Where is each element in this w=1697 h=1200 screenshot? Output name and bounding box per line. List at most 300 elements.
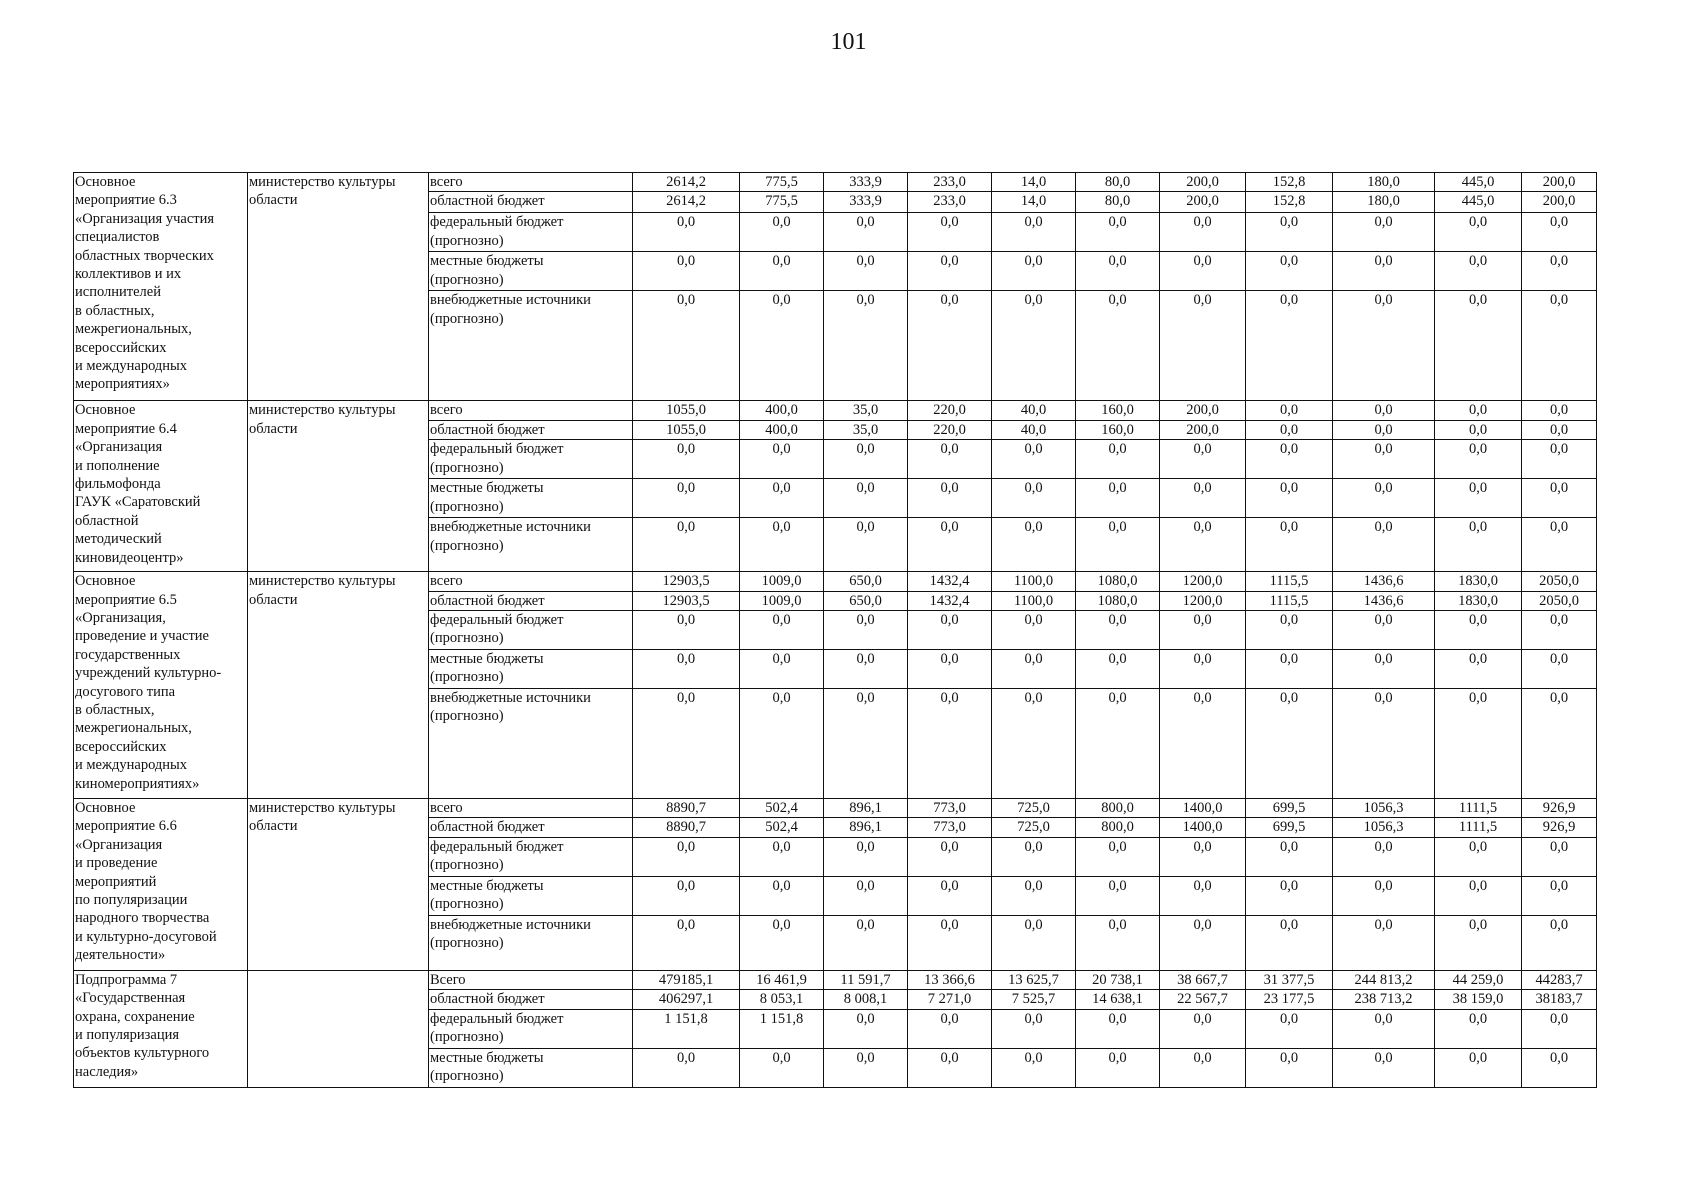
value-cell: 0,0 <box>740 837 824 876</box>
value-cell: 0,0 <box>1076 650 1160 689</box>
value-cell: 0,0 <box>1522 650 1597 689</box>
executor-cell <box>248 970 429 1087</box>
measure-name-line: фильмофонда <box>75 476 161 493</box>
value-cell: 0,0 <box>740 479 824 518</box>
funding-source-line: федеральный бюджет <box>430 612 564 629</box>
value-cell: 725,0 <box>992 818 1076 837</box>
value-cell: 0,0 <box>824 440 908 479</box>
measure-name-line: и популяризация <box>75 1027 180 1044</box>
value-cell: 1830,0 <box>1435 572 1522 591</box>
value-cell: 0,0 <box>824 837 908 876</box>
value-cell: 180,0 <box>1333 192 1435 213</box>
measure-name-line: Основное <box>75 573 136 590</box>
value-cell: 0,0 <box>740 518 824 572</box>
value-cell: 0,0 <box>740 291 824 401</box>
value-cell: 23 177,5 <box>1246 990 1333 1009</box>
value-cell: 38 667,7 <box>1160 970 1246 989</box>
value-cell: 0,0 <box>1076 291 1160 401</box>
value-cell: 13 366,6 <box>908 970 992 989</box>
measure-name-line: киномероприятиях» <box>75 775 200 792</box>
value-cell: 40,0 <box>992 401 1076 420</box>
value-cell: 0,0 <box>1333 479 1435 518</box>
value-cell: 0,0 <box>908 1009 992 1048</box>
value-cell: 0,0 <box>1246 213 1333 252</box>
value-cell: 1055,0 <box>633 420 740 439</box>
value-cell: 0,0 <box>824 1009 908 1048</box>
measure-name-line: Подпрограмма 7 <box>75 971 178 988</box>
measure-name-cell <box>74 572 248 799</box>
value-cell: 0,0 <box>1435 518 1522 572</box>
value-cell: 0,0 <box>1246 837 1333 876</box>
value-cell: 0,0 <box>824 915 908 970</box>
value-cell: 0,0 <box>633 689 740 799</box>
funding-source-cell <box>429 572 633 591</box>
value-cell: 650,0 <box>824 591 908 610</box>
page-number: 101 <box>830 29 867 55</box>
value-cell: 20 738,1 <box>1076 970 1160 989</box>
funding-source-cell <box>429 591 633 610</box>
value-cell: 244 813,2 <box>1333 970 1435 989</box>
value-cell: 1056,3 <box>1333 818 1435 837</box>
value-cell: 699,5 <box>1246 799 1333 818</box>
value-cell: 12903,5 <box>633 591 740 610</box>
executor-line: министерство культуры <box>249 402 396 419</box>
funding-source-line: всего <box>430 573 463 590</box>
value-cell: 0,0 <box>740 1048 824 1087</box>
budget-table <box>73 172 1597 1088</box>
value-cell: 0,0 <box>1435 650 1522 689</box>
value-cell: 0,0 <box>908 252 992 291</box>
funding-source-line: (прогнозно) <box>430 498 504 515</box>
funding-source-cell <box>429 518 633 572</box>
funding-source-line: (прогнозно) <box>430 935 504 952</box>
executor-line: министерство культуры <box>249 174 396 190</box>
funding-source-cell <box>429 799 633 818</box>
value-cell: 0,0 <box>1522 213 1597 252</box>
funding-source-line: областной бюджет <box>430 819 545 836</box>
measure-name-cell <box>74 401 248 572</box>
value-cell: 0,0 <box>1333 252 1435 291</box>
measure-name-line: всероссийских <box>75 738 167 755</box>
value-cell: 0,0 <box>1522 401 1597 420</box>
funding-source-line: федеральный бюджет <box>430 838 564 855</box>
value-cell: 0,0 <box>1076 915 1160 970</box>
value-cell: 0,0 <box>1246 291 1333 401</box>
funding-source-line: (прогнозно) <box>430 708 504 725</box>
value-cell: 0,0 <box>1246 689 1333 799</box>
value-cell: 0,0 <box>633 479 740 518</box>
value-cell: 775,5 <box>740 173 824 192</box>
value-cell: 0,0 <box>1246 518 1333 572</box>
value-cell: 8890,7 <box>633 818 740 837</box>
value-cell: 0,0 <box>1435 291 1522 401</box>
value-cell: 0,0 <box>824 876 908 915</box>
value-cell: 0,0 <box>992 213 1076 252</box>
value-cell: 200,0 <box>1160 192 1246 213</box>
value-cell: 0,0 <box>1076 518 1160 572</box>
funding-source-line: областной бюджет <box>430 421 545 438</box>
value-cell: 0,0 <box>633 252 740 291</box>
value-cell: 200,0 <box>1160 173 1246 192</box>
funding-source-line: всего <box>430 800 463 817</box>
value-cell: 0,0 <box>908 611 992 650</box>
table-row <box>74 173 1597 192</box>
value-cell: 0,0 <box>1160 650 1246 689</box>
value-cell: 0,0 <box>908 518 992 572</box>
value-cell: 502,4 <box>740 799 824 818</box>
value-cell: 0,0 <box>1435 876 1522 915</box>
funding-source-line: (прогнозно) <box>430 669 504 686</box>
funding-source-cell <box>429 440 633 479</box>
value-cell: 0,0 <box>1435 1048 1522 1087</box>
value-cell: 0,0 <box>1435 420 1522 439</box>
funding-source-line: (прогнозно) <box>430 896 504 913</box>
value-cell: 400,0 <box>740 420 824 439</box>
value-cell: 1111,5 <box>1435 799 1522 818</box>
value-cell: 0,0 <box>1160 876 1246 915</box>
funding-source-line: внебюджетные источники <box>430 519 591 536</box>
value-cell: 0,0 <box>1246 252 1333 291</box>
executor-cell <box>248 572 429 799</box>
value-cell: 1009,0 <box>740 572 824 591</box>
value-cell: 8 008,1 <box>824 990 908 1009</box>
funding-source-line: внебюджетные источники <box>430 916 591 933</box>
value-cell: 0,0 <box>824 252 908 291</box>
measure-name-line: Основное <box>75 174 136 190</box>
executor-line: министерство культуры <box>249 573 396 590</box>
funding-source-line: областной бюджет <box>430 193 545 210</box>
value-cell: 0,0 <box>1160 837 1246 876</box>
measure-name-line: «Организация, <box>75 610 166 627</box>
value-cell: 1115,5 <box>1246 591 1333 610</box>
value-cell: 0,0 <box>1522 1009 1597 1048</box>
table-row <box>74 970 1597 989</box>
value-cell: 0,0 <box>1435 252 1522 291</box>
funding-source-line: (прогнозно) <box>430 459 504 476</box>
value-cell: 0,0 <box>908 440 992 479</box>
value-cell: 1080,0 <box>1076 591 1160 610</box>
value-cell: 0,0 <box>992 252 1076 291</box>
value-cell: 1111,5 <box>1435 818 1522 837</box>
value-cell: 0,0 <box>1522 479 1597 518</box>
table-row <box>74 572 1597 591</box>
value-cell: 0,0 <box>633 440 740 479</box>
value-cell: 0,0 <box>1076 252 1160 291</box>
value-cell: 152,8 <box>1246 173 1333 192</box>
value-cell: 0,0 <box>633 837 740 876</box>
funding-source-cell <box>429 915 633 970</box>
value-cell: 1009,0 <box>740 591 824 610</box>
funding-source-line: областной бюджет <box>430 592 545 609</box>
funding-source-line: внебюджетные источники <box>430 292 591 309</box>
value-cell: 0,0 <box>633 518 740 572</box>
value-cell: 1056,3 <box>1333 799 1435 818</box>
funding-source-cell <box>429 689 633 799</box>
funding-source-line: местные бюджеты <box>430 651 544 668</box>
value-cell: 0,0 <box>1246 420 1333 439</box>
funding-source-line: всего <box>430 174 463 190</box>
measure-name-line: «Организация <box>75 439 163 456</box>
value-cell: 0,0 <box>1246 440 1333 479</box>
value-cell: 773,0 <box>908 799 992 818</box>
value-cell: 725,0 <box>992 799 1076 818</box>
funding-source-cell <box>429 990 633 1009</box>
measure-name-line: наследия» <box>75 1063 139 1080</box>
value-cell: 333,9 <box>824 173 908 192</box>
value-cell: 0,0 <box>740 915 824 970</box>
value-cell: 0,0 <box>1522 1048 1597 1087</box>
funding-source-line: местные бюджеты <box>430 877 544 894</box>
value-cell: 1400,0 <box>1160 799 1246 818</box>
value-cell: 0,0 <box>1246 1009 1333 1048</box>
funding-source-line: (прогнозно) <box>430 271 504 288</box>
value-cell: 0,0 <box>633 876 740 915</box>
value-cell: 238 713,2 <box>1333 990 1435 1009</box>
value-cell: 0,0 <box>824 291 908 401</box>
measure-name-line: специалистов <box>75 229 160 246</box>
value-cell: 1055,0 <box>633 401 740 420</box>
value-cell: 200,0 <box>1522 173 1597 192</box>
value-cell: 0,0 <box>1435 440 1522 479</box>
value-cell: 0,0 <box>1522 252 1597 291</box>
funding-source-line: местные бюджеты <box>430 1049 544 1066</box>
value-cell: 1200,0 <box>1160 591 1246 610</box>
value-cell: 0,0 <box>908 1048 992 1087</box>
value-cell: 38183,7 <box>1522 990 1597 1009</box>
value-cell: 0,0 <box>1435 213 1522 252</box>
value-cell: 160,0 <box>1076 401 1160 420</box>
value-cell: 13 625,7 <box>992 970 1076 989</box>
executor-line: области <box>249 591 298 608</box>
value-cell: 0,0 <box>1076 213 1160 252</box>
value-cell: 0,0 <box>1333 1009 1435 1048</box>
value-cell: 2050,0 <box>1522 572 1597 591</box>
funding-source-line: внебюджетные источники <box>430 690 591 707</box>
value-cell: 12903,5 <box>633 572 740 591</box>
value-cell: 1432,4 <box>908 591 992 610</box>
measure-name-line: и проведение <box>75 855 158 872</box>
value-cell: 8 053,1 <box>740 990 824 1009</box>
value-cell: 0,0 <box>1160 1009 1246 1048</box>
value-cell: 0,0 <box>1333 401 1435 420</box>
value-cell: 406297,1 <box>633 990 740 1009</box>
funding-source-line: Всего <box>430 971 466 988</box>
value-cell: 333,9 <box>824 192 908 213</box>
value-cell: 0,0 <box>1333 291 1435 401</box>
executor-line: области <box>249 420 298 437</box>
value-cell: 0,0 <box>633 1048 740 1087</box>
value-cell: 0,0 <box>1333 1048 1435 1087</box>
value-cell: 0,0 <box>992 291 1076 401</box>
measure-name-line: и международных <box>75 757 188 774</box>
funding-source-line: федеральный бюджет <box>430 441 564 458</box>
funding-source-cell <box>429 876 633 915</box>
measure-name-line: «Государственная <box>75 990 186 1007</box>
value-cell: 180,0 <box>1333 173 1435 192</box>
measure-name-line: мероприятие 6.3 <box>75 192 177 209</box>
value-cell: 2050,0 <box>1522 591 1597 610</box>
funding-source-line: местные бюджеты <box>430 253 544 270</box>
measure-name-line: областной <box>75 512 139 529</box>
value-cell: 896,1 <box>824 818 908 837</box>
funding-source-cell <box>429 818 633 837</box>
value-cell: 926,9 <box>1522 799 1597 818</box>
value-cell: 0,0 <box>1076 1009 1160 1048</box>
value-cell: 0,0 <box>1246 1048 1333 1087</box>
measure-name-line: методический <box>75 531 162 548</box>
funding-source-cell <box>429 213 633 252</box>
measure-name-line: охрана, сохранение <box>75 1008 195 1025</box>
value-cell: 0,0 <box>1160 1048 1246 1087</box>
executor-line: министерство культуры <box>249 800 396 817</box>
funding-source-cell <box>429 252 633 291</box>
value-cell: 0,0 <box>1160 518 1246 572</box>
value-cell: 0,0 <box>1160 291 1246 401</box>
value-cell: 0,0 <box>1160 252 1246 291</box>
funding-source-line: (прогнозно) <box>430 310 504 327</box>
measure-name-cell <box>74 970 248 1087</box>
measure-name-cell <box>74 173 248 401</box>
value-cell: 0,0 <box>1435 1009 1522 1048</box>
value-cell: 0,0 <box>1435 611 1522 650</box>
measure-name-line: «Организация <box>75 836 163 853</box>
value-cell: 0,0 <box>1333 876 1435 915</box>
value-cell: 1 151,8 <box>633 1009 740 1048</box>
measure-name-line: межрегиональных, <box>75 321 192 338</box>
value-cell: 0,0 <box>992 876 1076 915</box>
value-cell: 0,0 <box>1333 213 1435 252</box>
value-cell: 0,0 <box>1333 611 1435 650</box>
value-cell: 0,0 <box>1076 479 1160 518</box>
funding-source-cell <box>429 611 633 650</box>
value-cell: 0,0 <box>740 876 824 915</box>
value-cell: 0,0 <box>908 213 992 252</box>
value-cell: 0,0 <box>740 440 824 479</box>
value-cell: 0,0 <box>824 611 908 650</box>
measure-name-line: областных творческих <box>75 247 214 264</box>
measure-name-line: «Организация участия <box>75 210 215 227</box>
funding-source-line: местные бюджеты <box>430 480 544 497</box>
value-cell: 699,5 <box>1246 818 1333 837</box>
value-cell: 14,0 <box>992 173 1076 192</box>
measure-name-line: межрегиональных, <box>75 720 192 737</box>
value-cell: 7 271,0 <box>908 990 992 1009</box>
value-cell: 0,0 <box>908 689 992 799</box>
value-cell: 1115,5 <box>1246 572 1333 591</box>
value-cell: 0,0 <box>740 650 824 689</box>
value-cell: 0,0 <box>1333 420 1435 439</box>
value-cell: 0,0 <box>908 479 992 518</box>
measure-name-line: Основное <box>75 402 136 419</box>
value-cell: 0,0 <box>1435 401 1522 420</box>
measure-name-line: мероприятие 6.4 <box>75 420 177 437</box>
measure-name-line: в областных, <box>75 702 155 719</box>
value-cell: 0,0 <box>992 479 1076 518</box>
value-cell: 0,0 <box>908 291 992 401</box>
value-cell: 773,0 <box>908 818 992 837</box>
value-cell: 7 525,7 <box>992 990 1076 1009</box>
funding-source-line: всего <box>430 402 463 419</box>
value-cell: 445,0 <box>1435 173 1522 192</box>
value-cell: 0,0 <box>824 689 908 799</box>
value-cell: 0,0 <box>1522 611 1597 650</box>
measure-name-line: ГАУК «Саратовский <box>75 494 201 511</box>
value-cell: 14 638,1 <box>1076 990 1160 1009</box>
value-cell: 200,0 <box>1160 420 1246 439</box>
measure-name-line: коллективов и их <box>75 266 182 283</box>
funding-source-line: федеральный бюджет <box>430 1010 564 1027</box>
value-cell: 1432,4 <box>908 572 992 591</box>
value-cell: 31 377,5 <box>1246 970 1333 989</box>
measure-name-line: исполнителей <box>75 284 161 301</box>
value-cell: 0,0 <box>992 1048 1076 1087</box>
funding-source-cell <box>429 291 633 401</box>
value-cell: 152,8 <box>1246 192 1333 213</box>
funding-source-cell <box>429 650 633 689</box>
value-cell: 0,0 <box>824 650 908 689</box>
value-cell: 0,0 <box>633 915 740 970</box>
measure-name-line: киновидеоцентр» <box>75 549 184 566</box>
executor-cell <box>248 173 429 401</box>
value-cell: 0,0 <box>1076 611 1160 650</box>
funding-source-cell <box>429 192 633 213</box>
value-cell: 0,0 <box>1522 518 1597 572</box>
funding-source-cell <box>429 420 633 439</box>
funding-source-cell <box>429 1048 633 1087</box>
value-cell: 0,0 <box>1333 650 1435 689</box>
value-cell: 35,0 <box>824 420 908 439</box>
value-cell: 0,0 <box>1076 440 1160 479</box>
value-cell: 0,0 <box>1076 837 1160 876</box>
value-cell: 800,0 <box>1076 818 1160 837</box>
value-cell: 0,0 <box>1246 876 1333 915</box>
value-cell: 0,0 <box>1076 689 1160 799</box>
value-cell: 0,0 <box>1076 876 1160 915</box>
funding-source-line: (прогнозно) <box>430 1068 504 1085</box>
value-cell: 926,9 <box>1522 818 1597 837</box>
value-cell: 0,0 <box>1522 876 1597 915</box>
value-cell: 160,0 <box>1076 420 1160 439</box>
value-cell: 0,0 <box>740 611 824 650</box>
executor-line: области <box>249 818 298 835</box>
value-cell: 800,0 <box>1076 799 1160 818</box>
value-cell: 0,0 <box>1333 837 1435 876</box>
funding-source-cell <box>429 401 633 420</box>
value-cell: 0,0 <box>1160 479 1246 518</box>
value-cell: 0,0 <box>908 915 992 970</box>
measure-name-line: в областных, <box>75 302 155 319</box>
funding-source-line: (прогнозно) <box>430 857 504 874</box>
measure-name-line: объектов культурного <box>75 1045 210 1062</box>
value-cell: 0,0 <box>992 440 1076 479</box>
measure-name-line: народного творчества <box>75 910 210 927</box>
value-cell: 0,0 <box>1522 440 1597 479</box>
value-cell: 0,0 <box>1435 915 1522 970</box>
measure-name-cell <box>74 799 248 971</box>
value-cell: 1400,0 <box>1160 818 1246 837</box>
value-cell: 2614,2 <box>633 192 740 213</box>
value-cell: 0,0 <box>1246 915 1333 970</box>
value-cell: 0,0 <box>1160 611 1246 650</box>
value-cell: 0,0 <box>740 689 824 799</box>
funding-source-cell <box>429 173 633 192</box>
value-cell: 0,0 <box>1160 440 1246 479</box>
executor-cell <box>248 401 429 572</box>
value-cell: 80,0 <box>1076 192 1160 213</box>
value-cell: 22 567,7 <box>1160 990 1246 1009</box>
funding-source-line: областной бюджет <box>430 991 545 1008</box>
value-cell: 0,0 <box>824 213 908 252</box>
